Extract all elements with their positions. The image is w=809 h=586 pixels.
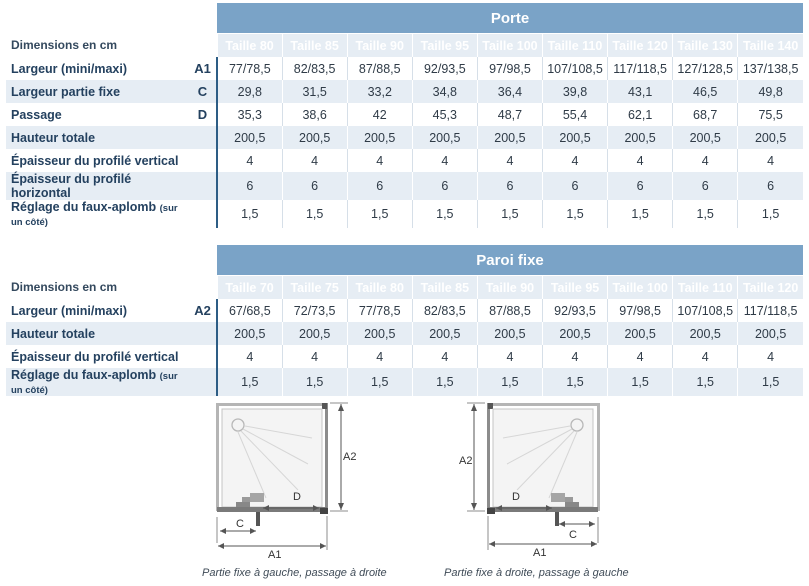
cell-value: 68,7 [673, 103, 738, 126]
row-label-text: Hauteur totale [11, 326, 96, 341]
cell-value: 4 [412, 345, 477, 368]
cell-value: 4 [608, 345, 673, 368]
dimension-code [189, 368, 217, 396]
dimension-code [189, 172, 217, 200]
wall-right [325, 403, 328, 511]
cell-value: 87/88,5 [477, 299, 542, 322]
table-row [6, 57, 803, 80]
a2-label: A2 [343, 451, 357, 463]
row-label [6, 200, 189, 228]
cell-value: 1,5 [738, 368, 803, 396]
cell-value: 200,5 [412, 126, 477, 149]
porte-section-title: Porte [217, 3, 803, 34]
cell-value: 97/98,5 [608, 299, 673, 322]
size-header: Taille 110 [542, 34, 607, 58]
wall-top [487, 403, 600, 406]
cell-value: 1,5 [542, 368, 607, 396]
table-row [6, 322, 803, 345]
size-header: Taille 90 [347, 34, 412, 58]
dimension-code [189, 126, 217, 149]
cell-value: 6 [282, 172, 347, 200]
cell-value: 1,5 [738, 200, 803, 228]
row-label [6, 103, 189, 126]
cell-value: 200,5 [608, 126, 673, 149]
row-label-text: Passage [11, 107, 62, 122]
diagram-fixed-left [190, 398, 390, 564]
cell-value: 107/108,5 [673, 299, 738, 322]
cell-value: 4 [217, 345, 282, 368]
c-label: C [236, 518, 244, 530]
diagram-fixed-right [455, 398, 655, 564]
cell-value: 200,5 [738, 322, 803, 345]
cell-value: 4 [282, 345, 347, 368]
cell-value: 92/93,5 [412, 57, 477, 80]
size-header: Taille 120 [738, 276, 803, 300]
row-label [6, 299, 189, 322]
caption-right: Partie fixe à droite, passage à gauche [444, 567, 629, 579]
table-row [6, 80, 803, 103]
cell-value: 200,5 [347, 126, 412, 149]
cell-value: 4 [738, 345, 803, 368]
porte-dimensions-table [6, 3, 803, 228]
row-label-note: (sur un côté) [11, 371, 178, 396]
size-header: Taille 80 [347, 276, 412, 300]
cell-value: 4 [477, 345, 542, 368]
dimension-code [189, 149, 217, 172]
cell-value: 127/128,5 [673, 57, 738, 80]
cell-value: 1,5 [542, 200, 607, 228]
cell-value: 1,5 [477, 200, 542, 228]
cell-value: 72/73,5 [282, 299, 347, 322]
cell-value: 200,5 [217, 126, 282, 149]
paroi-fixe-section-title: Paroi fixe [217, 245, 803, 276]
cell-value: 1,5 [412, 368, 477, 396]
size-header: Taille 120 [608, 34, 673, 58]
a1-label: A1 [533, 547, 547, 559]
cell-value: 55,4 [542, 103, 607, 126]
row-label [6, 345, 189, 368]
shower-tray [222, 409, 322, 507]
cell-value: 31,5 [282, 80, 347, 103]
cell-value: 200,5 [347, 322, 412, 345]
size-header: Taille 95 [542, 276, 607, 300]
table-row [6, 172, 803, 200]
dimension-code: D [189, 103, 217, 126]
size-header: Taille 80 [217, 34, 282, 58]
cell-value: 200,5 [217, 322, 282, 345]
cell-value: 6 [347, 172, 412, 200]
cell-value: 6 [542, 172, 607, 200]
cell-value: 1,5 [477, 368, 542, 396]
wall-left [487, 403, 490, 511]
row-label [6, 80, 189, 103]
wall-right [597, 403, 600, 511]
dimension-code: C [189, 80, 217, 103]
d-label: D [512, 491, 520, 503]
row-label-text: Hauteur totale [11, 130, 96, 145]
size-header: Taille 70 [217, 276, 282, 300]
size-header: Taille 110 [673, 276, 738, 300]
table-row [6, 149, 803, 172]
cell-value: 200,5 [282, 322, 347, 345]
a1-label: A1 [268, 549, 282, 561]
cell-value: 4 [542, 345, 607, 368]
table-row [6, 368, 803, 396]
cell-value: 200,5 [412, 322, 477, 345]
cell-value: 1,5 [347, 368, 412, 396]
cell-value: 200,5 [542, 126, 607, 149]
row-label [6, 172, 189, 200]
cell-value: 117/118,5 [608, 57, 673, 80]
cell-value: 4 [477, 149, 542, 172]
row-label [6, 57, 189, 80]
cell-value: 1,5 [282, 368, 347, 396]
a2-label: A2 [459, 455, 473, 467]
cell-value: 36,4 [477, 80, 542, 103]
table-row [6, 200, 803, 228]
cell-value: 4 [542, 149, 607, 172]
cell-value: 1,5 [673, 368, 738, 396]
cell-value: 6 [738, 172, 803, 200]
wall-left [216, 403, 219, 511]
cell-value: 1,5 [412, 200, 477, 228]
cell-value: 4 [347, 345, 412, 368]
cell-value: 62,1 [608, 103, 673, 126]
row-label [6, 126, 189, 149]
cell-value: 1,5 [608, 368, 673, 396]
cell-value: 4 [282, 149, 347, 172]
table-row [6, 299, 803, 322]
cell-value: 1,5 [673, 200, 738, 228]
cell-value: 200,5 [738, 126, 803, 149]
cell-value: 200,5 [608, 322, 673, 345]
cell-value: 97/98,5 [477, 57, 542, 80]
cell-value: 92/93,5 [542, 299, 607, 322]
row-label-text: Épaisseur du profilé vertical [11, 349, 179, 364]
cell-value: 6 [608, 172, 673, 200]
cell-value: 200,5 [477, 322, 542, 345]
cell-value: 4 [347, 149, 412, 172]
cell-value: 200,5 [282, 126, 347, 149]
cell-value: 42 [347, 103, 412, 126]
size-header: Taille 95 [412, 34, 477, 58]
row-label [6, 322, 189, 345]
wall-top [216, 403, 328, 406]
cell-value: 39,8 [542, 80, 607, 103]
cell-value: 137/138,5 [738, 57, 803, 80]
dimension-code [189, 322, 217, 345]
row-label-text: Largeur partie fixe [11, 84, 121, 99]
cell-value: 34,8 [412, 80, 477, 103]
cell-value: 33,2 [347, 80, 412, 103]
dimension-code: A1 [189, 57, 217, 80]
row-label [6, 149, 189, 172]
table-row [6, 103, 803, 126]
row-label-text: Réglage du faux-aplomb [11, 200, 157, 214]
row-label [6, 368, 189, 396]
cell-value: 29,8 [217, 80, 282, 103]
paroi-fixe-dimensions-table [6, 245, 803, 396]
cell-value: 82/83,5 [412, 299, 477, 322]
cell-value: 200,5 [673, 322, 738, 345]
row-label-note: (sur un côté) [11, 203, 178, 228]
cell-value: 67/68,5 [217, 299, 282, 322]
dimension-code [189, 345, 217, 368]
cell-value: 35,3 [217, 103, 282, 126]
cell-value: 107/108,5 [542, 57, 607, 80]
size-header: Taille 130 [673, 34, 738, 58]
dimension-code [189, 200, 217, 228]
cell-value: 1,5 [347, 200, 412, 228]
cell-value: 6 [477, 172, 542, 200]
cell-value: 4 [673, 149, 738, 172]
size-header: Taille 85 [282, 34, 347, 58]
cell-value: 46,5 [673, 80, 738, 103]
size-header: Taille 140 [738, 34, 803, 58]
cell-value: 1,5 [608, 200, 673, 228]
cell-value: 4 [738, 149, 803, 172]
row-label-text: Réglage du faux-aplomb [11, 368, 157, 382]
cell-value: 117/118,5 [738, 299, 803, 322]
size-header: Taille 100 [608, 276, 673, 300]
cell-value: 4 [217, 149, 282, 172]
table-row [6, 345, 803, 368]
cell-value: 77/78,5 [217, 57, 282, 80]
size-header: Taille 90 [477, 276, 542, 300]
row-label-text: Largeur (mini/maxi) [11, 303, 127, 318]
caption-left: Partie fixe à gauche, passage à droite [202, 567, 387, 579]
cell-value: 200,5 [673, 126, 738, 149]
cell-value: 4 [608, 149, 673, 172]
cell-value: 38,6 [282, 103, 347, 126]
cell-value: 200,5 [542, 322, 607, 345]
dimension-code: A2 [189, 299, 217, 322]
cell-value: 6 [673, 172, 738, 200]
cell-value: 87/88,5 [347, 57, 412, 80]
cell-value: 6 [217, 172, 282, 200]
cell-value: 43,1 [608, 80, 673, 103]
c-label: C [569, 529, 577, 541]
table-row [6, 126, 803, 149]
cell-value: 4 [412, 149, 477, 172]
cell-value: 77/78,5 [347, 299, 412, 322]
cell-value: 4 [673, 345, 738, 368]
porte-dimensions-label: Dimensions en cm [6, 34, 217, 58]
cell-value: 75,5 [738, 103, 803, 126]
paroi-fixe-dimensions-label: Dimensions en cm [6, 276, 217, 300]
cell-value: 49,8 [738, 80, 803, 103]
cell-value: 6 [412, 172, 477, 200]
row-label-text: Largeur (mini/maxi) [11, 61, 127, 76]
cell-value: 48,7 [477, 103, 542, 126]
size-header: Taille 75 [282, 276, 347, 300]
cell-value: 200,5 [477, 126, 542, 149]
size-header: Taille 100 [477, 34, 542, 58]
cell-value: 1,5 [282, 200, 347, 228]
shower-tray [493, 409, 593, 507]
cell-value: 1,5 [217, 368, 282, 396]
row-label-text: Épaisseur du profilé vertical [11, 153, 179, 168]
d-label: D [293, 491, 301, 503]
size-header: Taille 85 [412, 276, 477, 300]
row-label-text: Épaisseur du profilé horizontal [11, 172, 132, 200]
cell-value: 1,5 [217, 200, 282, 228]
cell-value: 82/83,5 [282, 57, 347, 80]
cell-value: 45,3 [412, 103, 477, 126]
